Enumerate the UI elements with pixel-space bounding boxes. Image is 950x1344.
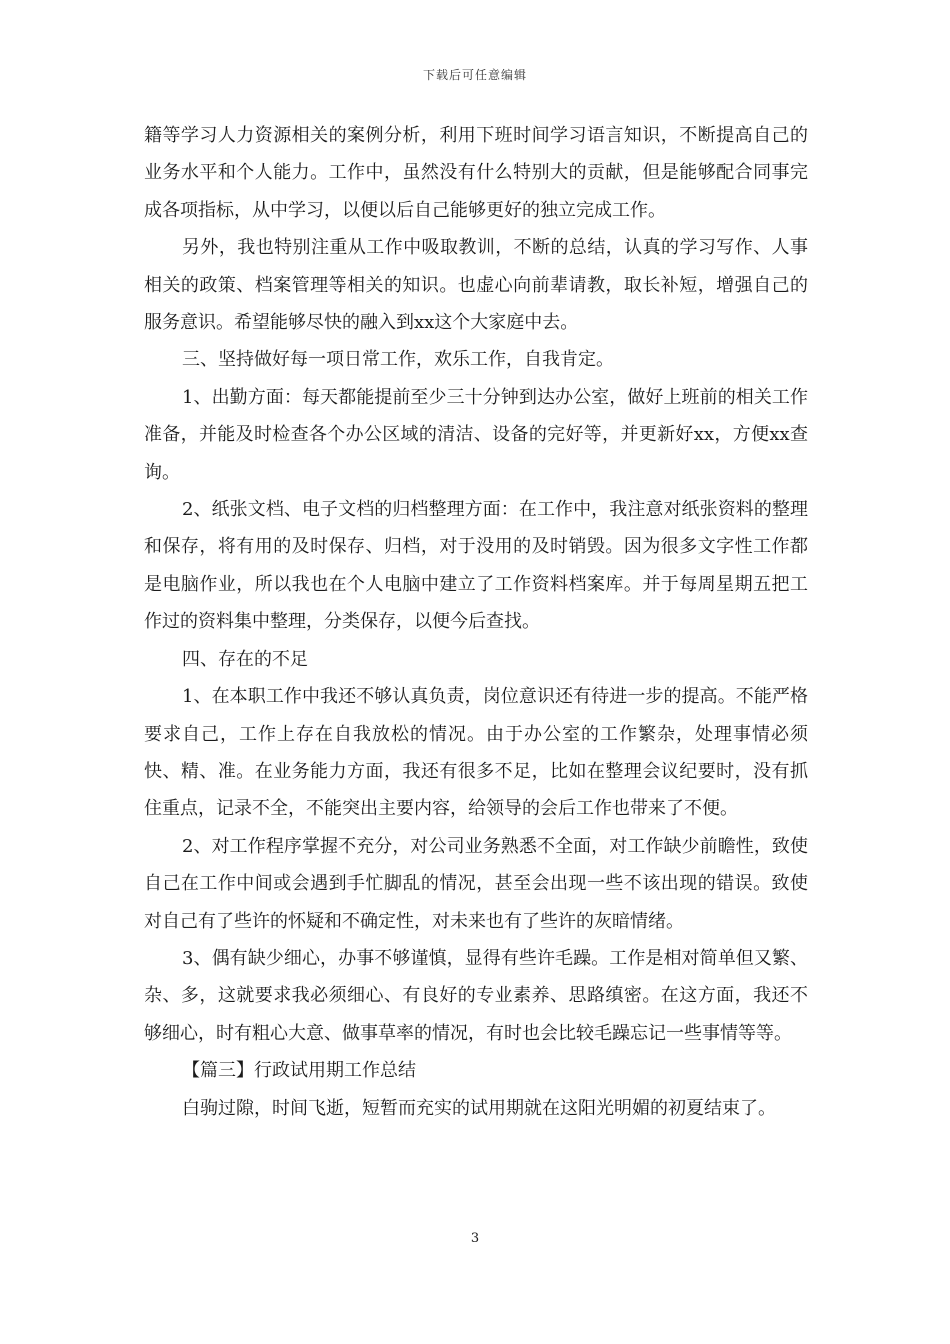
paragraph-attendance: 1、出勤方面：每天都能提前至少三十分钟到达办公室，做好上班前的相关工作准备，并能及时检查各个办公区域的清洁、设备的完好等，并更新好xx，方便xx查询。 (144, 386, 808, 483)
document-body (144, 117, 808, 1127)
section-heading-part-three: 【篇三】行政试用期工作总结 (182, 1060, 416, 1082)
paragraph-continuation: 籍等学习人力资源相关的案例分析，利用下班时间学习语言知识，不断提高自己的业务水平和个人能力。工作中，虽然没有什么特别大的贡献，但是能够配合同事完成各项指标，从中学习，以便以后自己能够更好的独立完成工作。 (144, 125, 808, 221)
paragraph-filing: 2、纸张文档、电子文档的归档整理方面：在工作中，我注意对纸张资料的整理和保存，将有用的及时保存、归档，对于没用的及时销毁。因为很多文字性工作都是电脑作业，所以我也在个人电脑中建立了工作资料档案库。并于每周星期五把工作过的资料集中整理，分类保存，以便今后查找。 (144, 499, 808, 633)
section-heading-shortcomings: 四、存在的不足 (182, 648, 308, 670)
section-heading-daily-work: 三、坚持做好每一项日常工作，欢乐工作，自我肯定。 (182, 349, 614, 371)
paragraph-lessons: 另外，我也特别注重从工作中吸取教训，不断的总结，认真的学习写作、人事相关的政策、档案管理等相关的知识。也虚心向前辈请教，取长补短，增强自己的服务意识。希望能够尽快的融入到xx这个大家庭中去。 (144, 237, 808, 334)
page-header: 下载后可任意编辑 (422, 68, 527, 82)
paragraph-shortcoming-3: 3、偶有缺少细心，办事不够谨慎，显得有些许毛躁。工作是相对简单但又繁、杂、多，这就要求我必须细心、有良好的专业素养、思路缜密。在这方面，我还不够细心，时有粗心大意、做事草率的情况，有时也会比较毛躁忘记一些事情等等。 (144, 947, 808, 1044)
paragraph-shortcoming-2: 2、对工作程序掌握不充分，对公司业务熟悉不全面，对工作缺少前瞻性，致使自己在工作中间或会遇到手忙脚乱的情况，甚至会出现一些不该出现的错误。致使对自己有了些许的怀疑和不确定性，对未来也有了些许的灰暗情绪。 (144, 835, 808, 932)
paragraph-shortcoming-1: 1、在本职工作中我还不够认真负责，岗位意识还有待进一步的提高。不能严格要求自己，工作上存在自我放松的情况。由于办公室的工作繁杂，处理事情必须快、精、准。在业务能力方面，我还有很多不足，比如在整理会议纪要时，没有抓住重点，记录不全，不能突出主要内容，给领导的会后工作也带来了不便。 (144, 686, 808, 820)
paragraph-opening: 白驹过隙，时间飞逝，短暂而充实的试用期就在这阳光明媚的初夏结束了。 (182, 1097, 776, 1119)
page-number: 3 (470, 1231, 480, 1246)
